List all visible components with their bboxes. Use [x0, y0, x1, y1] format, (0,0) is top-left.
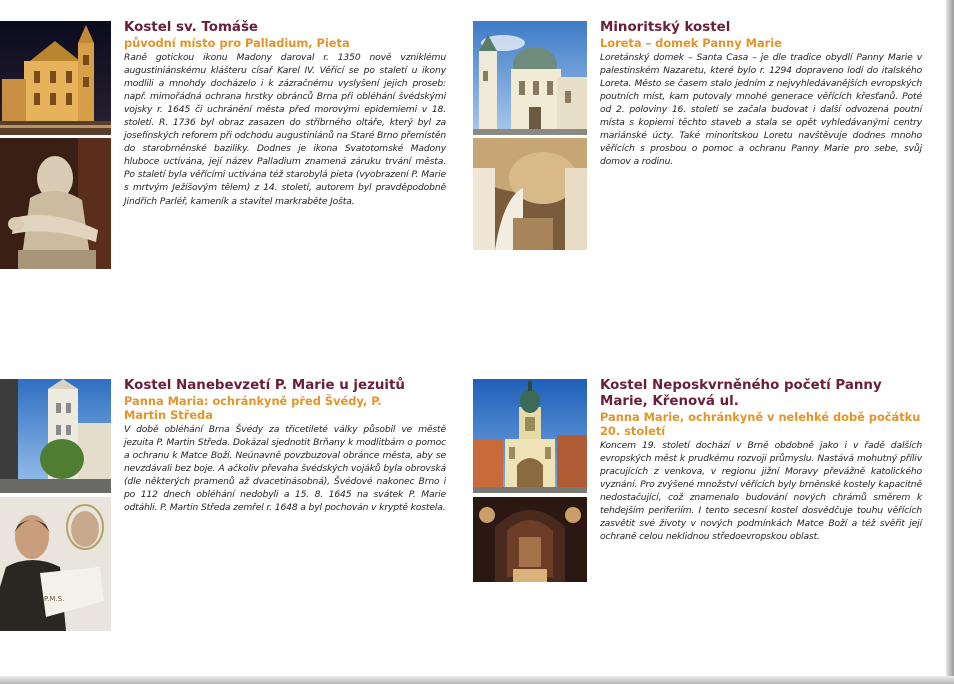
- section-subtitle: Panna Marie, ochránkyně v nelehké době počátku 20. století: [600, 410, 921, 438]
- page-bottom-edge: [0, 676, 954, 684]
- section-body: Koncem 19. století dochází v Brně obdobně jako i v řadě dalších evropských měst k prudkému rozvoji průmyslu. Nastává mohutný příliv pracujících z venkova, v regionu jižní Moravy převážně katolického vyznání. Pro zvýšené množství věřících byly brněnské kostely kapacitně nedostačující, což znamenalo budování nových chrámů směrem k tehdejším periferiím. I tento secesní kostel dosvědčuje touhu věřících zasvětit své životy v nových podmínkách Matce Boží a též svěřit její ochraně celou neklidnou středoevropskou oblast.: [600, 440, 922, 543]
- section-body: Raně gotickou ikonu Madony daroval r. 1350 nově vzniklému augustiniánskému klášteru císař Karel IV. Věřící se po staletí u ikony modlili a mnohdy docházelo i k zázračnému vyslyšení jejich proseb: např. mimořádná ochrana hrstky obránců Brna při obléhání švédskými vojsky r. 1645 či uchránění města před morovými epidemiemi v 18. století. R. 1736 byl obraz zasazen do stříbrného oltáře, který byl za josefínských reforem při odchodu augustiniánů na Staré Brno přemístěn do starobrněnské baziliky. Dodnes je ikona Svatotomské Madony hluboce uctívána, její název Palladium znamená záruku trvání města. Po staletí byla věřícími uctívána též starobylá pieta (vyobrazení P. Marie s mrtvým Ježíšovým tělem) z 14. století, autorem byl pravděpodobně Jindřich Parléř, kameník a stavitel markraběte Jošta.: [124, 52, 446, 207]
- section-body: Loretánský domek – Santa Casa – je dle tradice obydlí Panny Marie v palestinském Nazaretu, které bylo r. 1294 dopraveno lodí do italského Loreta. Město se časem stalo jedním z nejvyhledávanějších evropských poutních míst, kam putovaly mnohé generace věřících křesťanů. Poté od 2. poloviny 16. století se začala budovat i další odvozená poutní místa s kopiemi těchto staveb a stala se opět vyhledávanými centry mariánské úcty. Také minoritskou Loretu navštěvuje dodnes mnoho věřících s prosbou o pomoc a ochranu Panny Marie pro sebe, svůj domov a rodinu.: [600, 52, 922, 168]
- photo-immaculate-church-exterior: [473, 379, 587, 493]
- section-title: Kostel sv. Tomáše: [124, 20, 258, 35]
- section-subtitle: původní místo pro Palladium, Pieta: [124, 36, 350, 50]
- photo-martin-streda-painting: [0, 497, 111, 631]
- section-title: Minoritský kostel: [600, 20, 731, 35]
- photo-minorite-church-interior: [473, 138, 587, 250]
- section-subtitle: Loreta – domek Panny Marie: [600, 36, 782, 50]
- photo-pieta-sculpture: [0, 138, 111, 269]
- page-edge: [946, 0, 954, 684]
- section-title: Kostel Nanebevzetí P. Marie u jezuitů: [124, 378, 405, 393]
- photo-jesuit-church-exterior: [0, 379, 111, 493]
- painting-inscription: P.M.S.: [44, 595, 65, 603]
- section-subtitle: Panna Maria: ochránkyně před Švédy, P. Martin Středa: [124, 394, 382, 422]
- section-title: Kostel Neposkvrněného početí Panny Marie, Křenová ul.: [600, 378, 882, 409]
- photo-minorite-church-exterior: [473, 21, 587, 135]
- photo-immaculate-church-interior: [473, 497, 587, 582]
- photo-st-thomas-church-night: [0, 21, 111, 135]
- section-body: V době obléhání Brna Švédy za třicetileté války působil ve městě jezuita P. Martin Středa. Dokázal sjednotit Brňany k modlitbám o pomoc a ochranu k Matce Boží. Neúnavně povzbuzoval obránce města, aby se nevzdávali bez boje. A ačkoliv převaha švédských vojáků byla obrovská (dle některých pramenů až dvacetinásobná), Švédové nakonec Brno i po 112 dnech obléhání nedobyli a 15. 8. 1645 na svátek P. Marie odtáhli. P. Martin Středa zemřel r. 1648 a byl pochován v kryptě kostela.: [124, 424, 446, 514]
